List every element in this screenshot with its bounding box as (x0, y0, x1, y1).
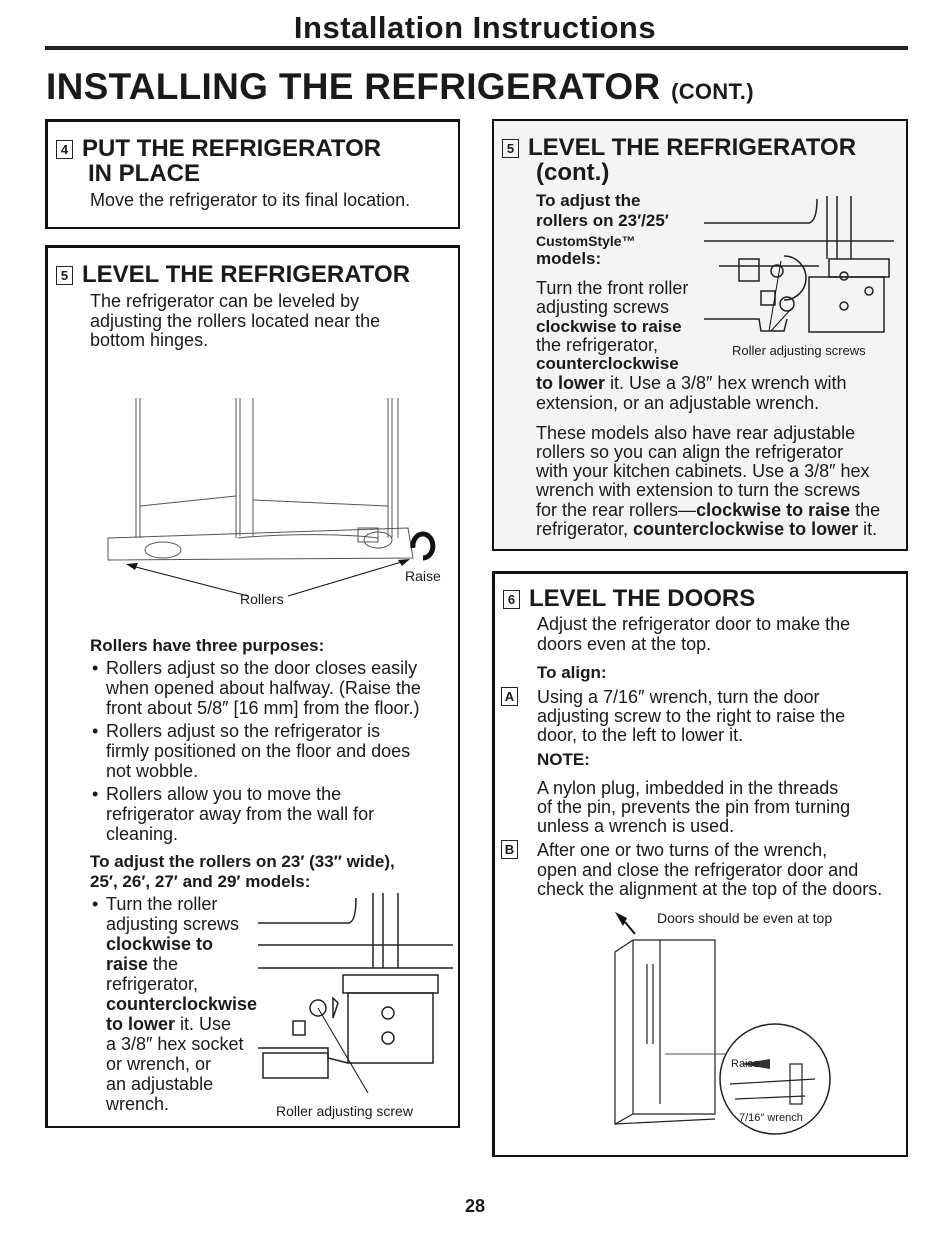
customstyle-heading: CustomStyle™ (536, 233, 636, 249)
roller-screw-illustration (248, 893, 458, 1093)
note-text: of the pin, prevents the pin from turning (537, 797, 851, 817)
step-a-text: door, to the left to lower it. (537, 725, 744, 745)
adjust-instruction: • Turn the roller adjusting screws clockwise to raise the refrigerator, counterclockwise to lower it. Use a 3/8″ hex socket or wrench, or an adjustable wrench. (106, 894, 257, 1114)
raise-arrow-icon (413, 534, 433, 558)
step-number-5: 5 (56, 266, 73, 285)
step-b-marker: B (501, 840, 527, 860)
rear-rollers-text: wrench with extension to turn the screws (536, 480, 861, 500)
raise-caption: Raise (731, 1058, 760, 1070)
list-item: • Rollers adjust so the refrigerator is firmly positioned on the floor and does not wobble. (106, 721, 410, 781)
step-a-marker: A (501, 687, 527, 707)
roller-screw-caption: Roller adjusting screw (276, 1103, 413, 1119)
step-b-text: check the alignment at the top of the doors. (537, 879, 883, 899)
rear-rollers-text: refrigerator, counterclockwise to lower it. (536, 519, 878, 539)
adjust-text: clockwise to raise (536, 317, 682, 336)
section-6-box (492, 571, 908, 1157)
customstyle-heading: models: (536, 249, 602, 268)
note-text: unless a wrench is used. (537, 816, 735, 836)
section-4-body: Move the refrigerator to its final location. (90, 190, 411, 210)
step-b-text: After one or two turns of the wrench, (537, 840, 828, 860)
note-heading: NOTE: (537, 750, 590, 769)
step-number-5: 5 (502, 139, 519, 158)
header-rule (45, 46, 908, 50)
raise-caption: Raise (405, 568, 441, 584)
intro-line: bottom hinges. (90, 330, 209, 350)
customstyle-heading: rollers on 23′/25′ (536, 211, 669, 230)
doors-intro: doors even at the top. (537, 634, 712, 654)
section-header: Installation Instructions (293, 10, 657, 45)
adjust-text: adjusting screws (536, 297, 670, 317)
intro-line: adjusting the rollers located near the (90, 311, 381, 331)
adjust-heading-line2: 25′, 26′, 27′ and 29′ models: (90, 872, 311, 891)
adjust-heading: To adjust the rollers on 23′ (33″ wide), (90, 852, 395, 871)
doors-illustration (605, 904, 835, 1144)
adjust-text: the refrigerator, (536, 335, 659, 355)
rear-rollers-text: rollers so you can align the refrigerator (536, 442, 844, 462)
step-number-4: 4 (56, 140, 73, 159)
roller-screws-caption: Roller adjusting screws (732, 343, 866, 358)
section-5-cont-heading-line2: (cont.) (536, 159, 610, 186)
customstyle-heading: To adjust the (536, 191, 641, 210)
step-a-text: adjusting screw to the right to raise the (537, 706, 846, 726)
customstyle-roller-illustration (699, 191, 899, 341)
rear-rollers-text: with your kitchen cabinets. Use a 3/8″ hex (536, 461, 870, 481)
purposes-heading: Rollers have three purposes: (90, 636, 325, 655)
doors-intro: Adjust the refrigerator door to make the (537, 614, 851, 634)
doors-even-caption: Doors should be even at top (657, 910, 833, 926)
section-6-heading: 6 LEVEL THE DOORS (503, 587, 755, 611)
list-item: • Rollers adjust so the door closes easily when opened about halfway. (Raise the front about 5/8″ [16 mm] from the floor.) (106, 658, 421, 718)
title-main: INSTALLING THE REFRIGERATOR (46, 66, 661, 107)
rear-rollers-text: for the rear rollers—clockwise to raise the (536, 500, 881, 520)
intro-line: The refrigerator can be leveled by (90, 291, 360, 311)
title-suffix: (CONT.) (671, 79, 754, 104)
list-item: • Rollers allow you to move the refrigerator away from the wall for cleaning. (106, 784, 374, 844)
pointer-arrow-icon (615, 912, 627, 926)
adjust-text: extension, or an adjustable wrench. (536, 393, 820, 413)
rear-rollers-text: These models also have rear adjustable (536, 423, 856, 443)
note-text: A nylon plug, imbedded in the threads (537, 778, 839, 798)
adjust-text: counterclockwise (536, 354, 679, 373)
to-align-heading: To align: (537, 663, 607, 682)
section-4-box (45, 119, 460, 229)
section-5-cont-box (492, 119, 908, 551)
adjust-text: to lower it. Use a 3/8″ hex wrench with (536, 373, 847, 393)
section-4-heading-line2: IN PLACE (88, 160, 201, 187)
section-5-cont-heading: 5 LEVEL THE REFRIGERATOR (502, 136, 856, 160)
adjust-text: Turn the front roller (536, 278, 689, 298)
section-4-heading: 4 PUT THE REFRIGERATOR (56, 137, 381, 161)
section-5-heading: 5 LEVEL THE REFRIGERATOR (56, 263, 410, 287)
wrench-caption: 7/16″ wrench (739, 1112, 803, 1124)
step-b-text: open and close the refrigerator door and (537, 860, 859, 880)
page-number: 28 (464, 1196, 486, 1216)
step-a-text: Using a 7/16″ wrench, turn the door (537, 687, 820, 707)
roller-illustration (88, 388, 458, 618)
page-title (46, 66, 754, 108)
step-number-6: 6 (503, 590, 520, 609)
rollers-caption: Rollers (240, 591, 284, 607)
section-5-box (45, 245, 460, 1128)
